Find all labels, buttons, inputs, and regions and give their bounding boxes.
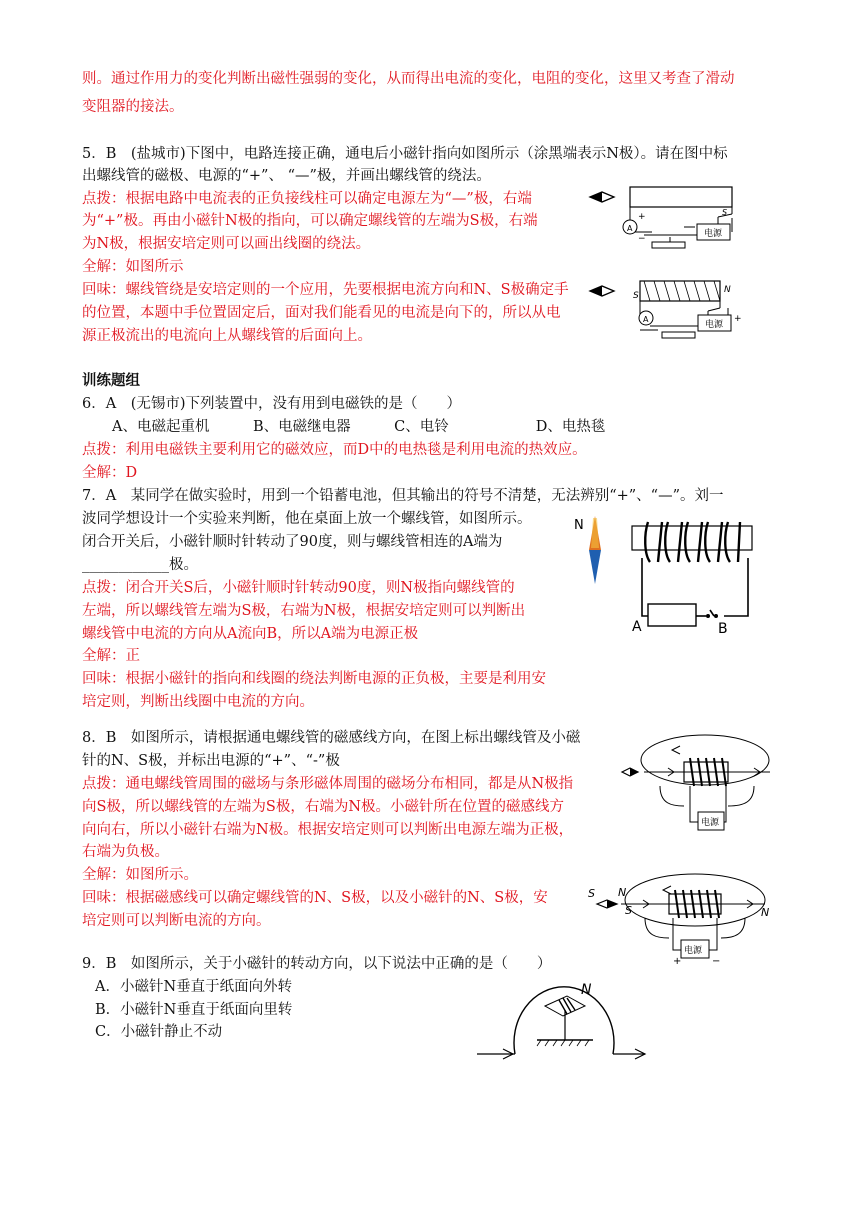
q6-question: 6．A (无锡市)下列装置中，没有用到电磁铁的是（ ） [82,396,462,412]
q7-hint-line-1: 点拨：闭合开关S后，小磁针顺时针转动90度，则N极指向螺线管的 [82,580,515,596]
q7-question-line-2: 波同学想设计一个实验来判断，他在桌面上放一个螺线管，如图所示。 [82,511,532,527]
power-label: 电源 [704,229,723,239]
rheostat [652,242,685,248]
q5-question-line-1: 5．B (盐城市)下图中，电路连接正确，通电后小磁针指向如图所示（涂黑端表示N极）。请在图中标 [82,146,728,162]
ammeter-label: A [643,315,649,324]
battery-box [648,604,696,626]
section-title: 训练题组 [82,372,140,389]
q5-hint-line-2: 为“+”极。再由小磁针N极的指向，可以确定螺线管的左端为S极，右端 [82,213,538,229]
solenoid-body [640,281,720,301]
q8-hint-line-4: 右端为负极。 [82,844,169,860]
intro-line-1: 则。通过作用力的变化判断出磁性强弱的变化，从而得出电流的变化，电阻的变化，这里又考查了滑动 [82,71,735,87]
q7-hint-line-2: 左端，所以螺线管左端为S极，右端为N极，根据安培定则可以判断出 [82,603,526,619]
q7-review-line-1: 回味：根据小磁针的指向和线圈的绕法判断电源的正负极，主要是利用安 [82,671,546,687]
q7-question-line-4: ____________极。 [82,557,198,573]
ammeter-minus: − [638,234,646,244]
q9-wire-loop-figure [475,970,655,1062]
field-line-outer [641,735,769,785]
power-plus: + [734,314,742,324]
power-label: 电源 [705,320,724,330]
rheostat [662,332,695,338]
q9-option-c: C．小磁针静止不动 [95,1024,223,1040]
q5-hint-line-1: 点拨：根据电路中电流表的正负接线柱可以确定电源左为“—”极，右端 [82,191,532,207]
q9-option-b: B．小磁针N垂直于纸面向里转 [95,1002,293,1018]
q5-circuit-figure-1 [588,184,748,250]
q5-question-line-2: 出螺线管的磁极、电源的“+”、 “—”极，并画出螺线管的绕法。 [82,168,491,184]
q6-answer: 全解：D [82,465,138,481]
q7-hint-line-3: 螺线管中电流的方向从A流向B，所以A端为电源正极 [82,626,419,642]
compass-s-label: S [588,887,595,900]
q5-review-line-3: 源正极流出的电流向上从螺线管的后面向上。 [82,328,372,344]
q8-hint-line-1: 点拨：通电螺线管周围的磁场与条形磁体周围的磁场分布相同，都是从N极指 [82,776,574,792]
ammeter-plus: + [638,212,646,222]
q5-review-line-2: 的位置，本题中手位置固定后，面对我们能看见的电流是向下的，所以从电 [82,305,561,321]
ammeter-label: A [627,224,633,233]
terminal-a-label: A [632,619,642,635]
solenoid-body [630,187,732,207]
q8-review-line-1: 回味：根据磁感线可以确定螺线管的N、S极，以及小磁针的N、S极，安 [82,890,548,906]
power-plus: + [673,956,682,967]
switch-label: S [722,208,728,217]
solenoid-s-label: S [625,904,632,917]
q6-hint: 点拨：利用电磁铁主要利用它的磁效应，而D中的电热毯是利用电流的热效应。 [82,442,587,458]
q8-question-line-2: 针的N、S极，并标出电源的“+”、“-”极 [82,753,340,769]
q8-review-line-2: 培定则可以判断电流的方向。 [82,913,271,929]
coil-windings [644,281,720,301]
pole-n-label: N [724,285,731,295]
q8-hint-line-2: 向S极，所以螺线管的左端为S极，右端为N极。小磁针所在位置的磁感线方 [82,799,565,815]
needle-n-label: N [581,982,592,998]
compass-n-label: N [574,518,584,533]
q5-circuit-figure-2 [588,278,748,344]
q8-question-line-1: 8．B 如图所示，请根据通电螺线管的磁感线方向，在图上标出螺线管及小磁 [82,730,581,746]
q7-solenoid-figure [572,512,772,636]
q8-hint-line-3: 向向右，所以小磁针右端为N极。根据安培定则可以判断出电源左端为正极， [82,822,574,838]
q8-field-lines-figure-1 [620,726,770,836]
q5-answer: 全解：如图所示 [82,259,184,275]
terminal-b-label: B [718,621,728,636]
q7-answer: 全解：正 [82,648,140,664]
coil-windings [645,522,740,562]
q9-option-a: A．小磁针N垂直于纸面向外转 [95,979,293,995]
q5-review-line-1: 回味：螺线管绕是安培定则的一个应用，先要根据电流方向和N、S极确定手 [82,282,569,298]
q7-question-line-3: 闭合开关后，小磁针顺时针转动了90度，则与螺线管相连的A端为 [82,534,503,550]
q8-answer: 全解：如图所示。 [82,867,198,883]
pole-s-label: S [633,291,639,301]
power-minus: − [712,956,721,967]
solenoid-n-label: N [761,906,770,919]
compass-n-label: N [618,886,627,899]
q9-question: 9．B 如图所示，关于小磁针的转动方向，以下说法中正确的是（ ） [82,956,552,972]
q7-review-line-2: 培定则，判断出线圈中电流的方向。 [82,694,314,710]
intro-line-2: 变阻器的接法。 [82,99,184,115]
power-label: 电源 [701,818,720,828]
power-label: 电源 [684,946,703,956]
solenoid-body [632,526,752,550]
q5-hint-line-3: 为N极，根据安培定则可以画出线圈的绕法。 [82,236,371,252]
q6-options: A、电磁起重机 B、电磁继电器 C、电铃 D、电热毯 [112,419,606,435]
field-line-outer [625,874,765,926]
q8-field-lines-figure-2 [585,864,775,968]
q7-question-line-1: 7．A 某同学在做实验时，用到一个铅蓄电池，但其输出的符号不清楚，无法辨别“+”、“—”。刘一 [82,488,724,504]
